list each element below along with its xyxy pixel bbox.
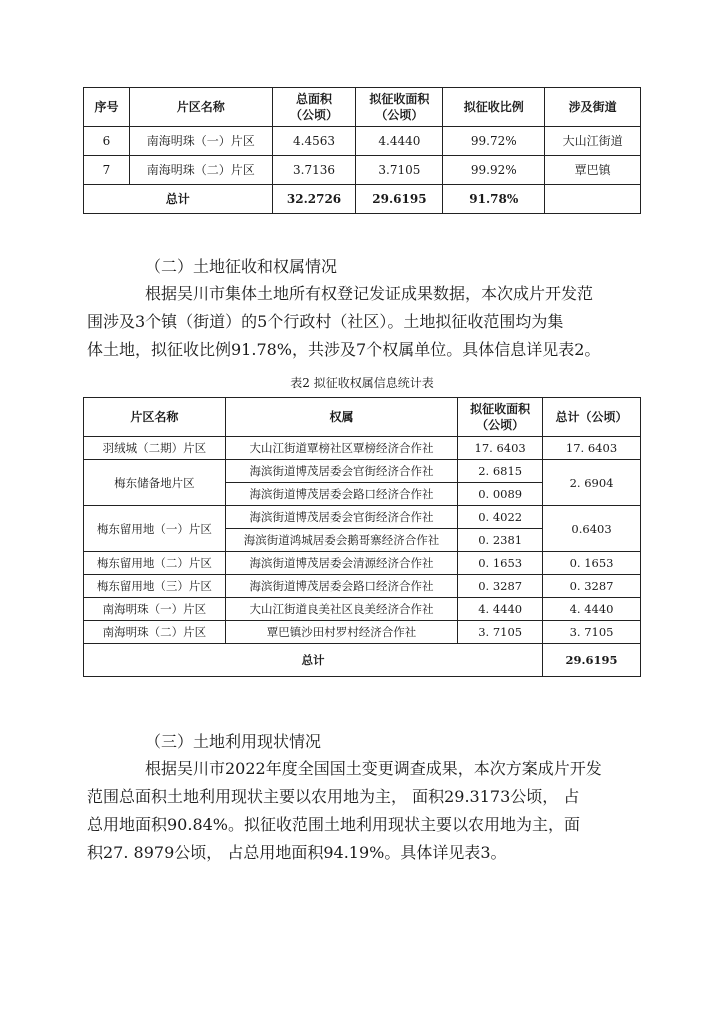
value-cell: 0. 2381 <box>458 529 543 552</box>
table-2-caption: 表2 拟征收权属信息统计表 <box>290 376 434 390</box>
table-row <box>84 460 641 483</box>
header-expro-area: 拟征收面积 （公顷） <box>458 398 543 437</box>
table-row <box>84 437 641 460</box>
table-cell: 99.92% <box>443 156 545 185</box>
table-cell: 大山江街道 <box>545 127 641 156</box>
owner-cell: 覃巴镇沙田村罗村经济合作社 <box>225 621 457 644</box>
table-row <box>84 621 641 644</box>
owner-cell: 海滨街道鸿城居委会鹅哥寨经济合作社 <box>225 529 457 552</box>
table-row <box>84 552 641 575</box>
owner-cell: 海滨街道博茂居委会官街经济合作社 <box>225 506 457 529</box>
area-name-cell: 南海明珠（二）片区 <box>84 621 226 644</box>
section-2-paragraph <box>87 280 625 364</box>
area-name-cell: 梅东留用地（一）片区 <box>84 506 226 552</box>
section-3-heading: （三）土地利用现状情况 <box>145 732 322 751</box>
area-name-cell: 梅东储备地片区 <box>84 460 226 506</box>
paragraph-line: 体土地，拟征收比例91.78%，共涉及7个权属单位。具体信息详见表2。 <box>87 340 601 359</box>
table-cell: 99.72% <box>443 127 545 156</box>
table-1-total-row <box>84 185 641 214</box>
table-cell: 覃巴镇 <box>545 156 641 185</box>
header-expro-area: 拟征收面积 （公顷） <box>356 88 443 127</box>
value-cell: 0. 3287 <box>458 575 543 598</box>
area-name-cell: 梅东留用地（三）片区 <box>84 575 226 598</box>
table-2-header-row <box>84 398 641 437</box>
area-name-cell: 梅东留用地（二）片区 <box>84 552 226 575</box>
owner-cell: 海滨街道博茂居委会路口经济合作社 <box>225 575 457 598</box>
table-cell: 南海明珠（一）片区 <box>129 127 272 156</box>
value-cell: 3. 7105 <box>458 621 543 644</box>
total-cell: 17. 6403 <box>543 437 641 460</box>
value-cell: 0. 1653 <box>458 552 543 575</box>
table-1 <box>83 87 641 214</box>
table-2-total-row <box>84 644 641 677</box>
area-name-cell: 羽绒城（二期）片区 <box>84 437 226 460</box>
header-index: 序号 <box>84 88 130 127</box>
paragraph-line: 范围总面积土地利用现状主要以农用地为主， 面积29.3173公顷， 占 <box>87 787 580 806</box>
section-2-heading: （二）土地征收和权属情况 <box>145 257 338 276</box>
paragraph-line: 根据吴川市集体土地所有权登记发证成果数据，本次成片开发范 <box>145 284 594 303</box>
total-value: 29.6195 <box>543 644 641 677</box>
total-street <box>545 185 641 214</box>
table-cell: 4.4440 <box>356 127 443 156</box>
section-3-paragraph <box>87 755 625 867</box>
table-cell: 3.7105 <box>356 156 443 185</box>
owner-cell: 海滨街道博茂居委会清源经济合作社 <box>225 552 457 575</box>
total-ratio: 91.78% <box>443 185 545 214</box>
total-cell: 0. 3287 <box>543 575 641 598</box>
paragraph-line: 积27. 8979公顷， 占总用地面积94.19%。具体详见表3。 <box>87 843 507 862</box>
area-name-cell: 南海明珠（一）片区 <box>84 598 226 621</box>
table-row <box>84 156 641 185</box>
table-row <box>84 598 641 621</box>
paragraph-line: 根据吴川市2022年度全国国土变更调查成果，本次方案成片开发 <box>145 759 602 778</box>
total-cell: 0. 1653 <box>543 552 641 575</box>
header-total: 总计（公顷） <box>543 398 641 437</box>
header-area-name: 片区名称 <box>129 88 272 127</box>
value-cell: 2. 6815 <box>458 460 543 483</box>
paragraph-line: 围涉及3个镇（街道）的5个行政村（社区）。土地拟征收范围均为集 <box>87 312 564 331</box>
total-cell: 4. 4440 <box>543 598 641 621</box>
total-label: 总计 <box>84 644 543 677</box>
header-expro-ratio: 拟征收比例 <box>443 88 545 127</box>
owner-cell: 海滨街道博茂居委会路口经济合作社 <box>225 483 457 506</box>
total-area: 32.2726 <box>272 185 356 214</box>
total-cell: 2. 6904 <box>543 460 641 506</box>
value-cell: 0. 4022 <box>458 506 543 529</box>
owner-cell: 海滨街道博茂居委会官街经济合作社 <box>225 460 457 483</box>
table-2 <box>83 397 641 677</box>
table-cell: 3.7136 <box>272 156 356 185</box>
owner-cell: 大山江街道良美社区良美经济合作社 <box>225 598 457 621</box>
header-total-area: 总面积 （公顷） <box>272 88 356 127</box>
table-cell: 6 <box>84 127 130 156</box>
value-cell: 17. 6403 <box>458 437 543 460</box>
header-street: 涉及街道 <box>545 88 641 127</box>
table-cell: 4.4563 <box>272 127 356 156</box>
table-row <box>84 127 641 156</box>
table-1-header-row <box>84 88 641 127</box>
paragraph-line: 总用地面积90.84%。拟征收范围土地利用现状主要以农用地为主，面 <box>87 815 581 834</box>
total-cell: 3. 7105 <box>543 621 641 644</box>
value-cell: 0. 0089 <box>458 483 543 506</box>
header-ownership: 权属 <box>225 398 457 437</box>
table-cell: 7 <box>84 156 130 185</box>
total-label: 总计 <box>84 185 273 214</box>
total-cell: 0.6403 <box>543 506 641 552</box>
value-cell: 4. 4440 <box>458 598 543 621</box>
table-row <box>84 506 641 529</box>
owner-cell: 大山江街道覃榜社区覃榜经济合作社 <box>225 437 457 460</box>
table-cell: 南海明珠（二）片区 <box>129 156 272 185</box>
total-expro-area: 29.6195 <box>356 185 443 214</box>
header-area-name: 片区名称 <box>84 398 226 437</box>
table-row <box>84 575 641 598</box>
